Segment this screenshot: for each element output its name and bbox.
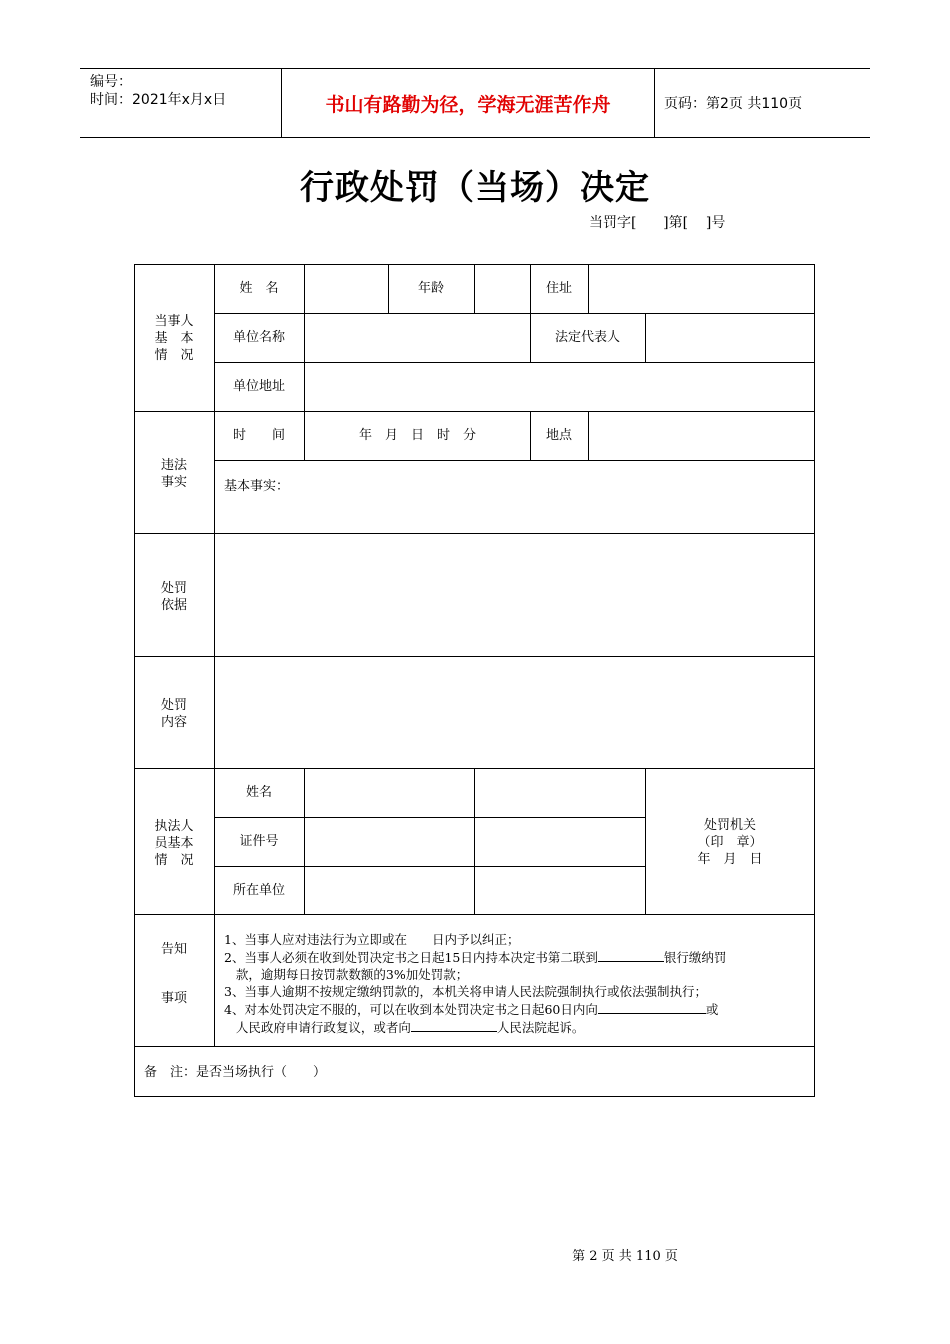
party-address-label: 住址 [545,281,572,296]
legal-rep-label: 法定代表人 [554,330,620,345]
basis-label [134,577,214,617]
violation-label-line2: 事实 [160,475,187,490]
bank-blank[interactable] [598,948,664,962]
notice-item-4-cont-text: 人民政府申请行政复议，或者向 [224,1020,411,1035]
officer1-name-field[interactable] [305,769,473,816]
document-number[interactable]: 当罚字[ ]第[ ]号 [589,215,726,231]
authority-date-label: 年 月 日 [697,851,763,867]
page-header [80,68,870,138]
serial-label: 编号： [90,74,132,90]
notice-item-1: 1、当事人应对违法行为立即或在 日内予以纠正； [224,932,520,947]
unit-address-field[interactable] [305,363,813,410]
header-motto: 书山有路勤为径，学海无涯苦作舟 [281,69,655,137]
authority-label: 处罚机关 [703,817,756,833]
legal-rep-field[interactable] [646,314,813,361]
officer-name-label: 姓名 [245,785,272,800]
basis-label-line1: 处罚 [160,581,187,596]
content-field[interactable] [215,657,813,767]
notice-item-3: 3、当事人逾期不按规定缴纳罚款的，本机关将申请人民法院强制执行或依法强制执行； [224,984,707,999]
violation-place-field[interactable] [589,412,813,459]
party-label-line2: 基 本 [154,331,194,346]
notice-label-2: 事项 [161,991,188,1006]
party-name-label: 姓 名 [239,281,279,296]
officer-cert-label: 证件号 [239,834,279,849]
violation-label-line1: 违法 [160,458,187,473]
basis-label-line2: 依据 [160,598,187,613]
basic-facts-field[interactable] [215,461,813,532]
basis-field[interactable] [215,534,813,655]
party-label-line1: 当事人 [154,314,194,329]
unit-name-label: 单位名称 [232,330,285,345]
penalty-form [134,264,815,1097]
party-age-label: 年龄 [417,281,444,296]
officer2-name-field[interactable] [475,769,644,816]
officer1-cert-field[interactable] [305,818,473,865]
violation-place-label: 地点 [545,428,572,443]
notice-item-2-text: 2、当事人必须在收到处罚决定书之日起15日内持本决定书第二联到 [224,950,598,965]
header-page-info: 页码：第2页 共110页 [664,96,803,112]
officers-label-line2: 员基本 [154,835,194,851]
page-footer: 第 2 页 共 110 页 [572,1249,678,1264]
notice-item-4-cont [224,1018,814,1036]
officer-unit-label: 所在单位 [232,882,285,898]
time-label: 时间：2021年x月x日 [90,92,227,108]
party-address-field[interactable] [589,265,813,312]
party-name-field[interactable] [305,265,387,312]
party-age-field[interactable] [475,265,529,312]
court-blank[interactable] [411,1018,497,1032]
officers-section-label [134,815,214,871]
violation-time-field[interactable]: 年 月 日 时 分 [358,428,476,443]
officer1-unit-field[interactable] [305,867,473,913]
notice-item-4-tail: 或 [705,1002,719,1017]
notice-items [224,931,814,1036]
authority-seal-label: （印 章） [697,834,763,850]
officer2-cert-field[interactable] [475,818,644,865]
review-authority-blank[interactable] [598,1000,706,1014]
document-title: 行政处罚（当场）决定 [300,168,650,208]
remark[interactable]: 备 注：是否当场执行（ ） [144,1065,327,1080]
officers-label-line3: 情 况 [154,852,194,868]
basic-facts-label: 基本事实： [224,479,290,494]
notice-item-2-cont: 款，逾期每日按罚款数额的3%加处罚款； [224,967,469,982]
officer2-unit-field[interactable] [475,867,644,913]
officers-label-line1: 执法人 [154,818,194,834]
unit-address-label: 单位地址 [232,379,285,394]
party-section-label [134,313,214,364]
content-label-line1: 处罚 [160,698,187,713]
party-label-line3: 情 况 [154,348,194,363]
notice-item-4 [224,1000,814,1018]
penalty-authority-seal [645,816,815,868]
notice-item-2 [224,948,814,966]
violation-section-label [134,454,214,494]
content-label-line2: 内容 [160,715,187,730]
violation-time-label: 时 间 [232,428,285,443]
notice-item-2-tail: 银行缴纳罚 [663,950,727,965]
notice-item-4-cont-tail: 人民法院起诉。 [496,1020,585,1035]
notice-label-1: 告知 [161,942,188,957]
content-label [134,694,214,734]
header-meta [80,69,281,137]
unit-name-field[interactable] [305,314,529,361]
notice-item-4-text: 4、对本处罚决定不服的，可以在收到本处罚决定书之日起60日内向 [224,1002,598,1017]
